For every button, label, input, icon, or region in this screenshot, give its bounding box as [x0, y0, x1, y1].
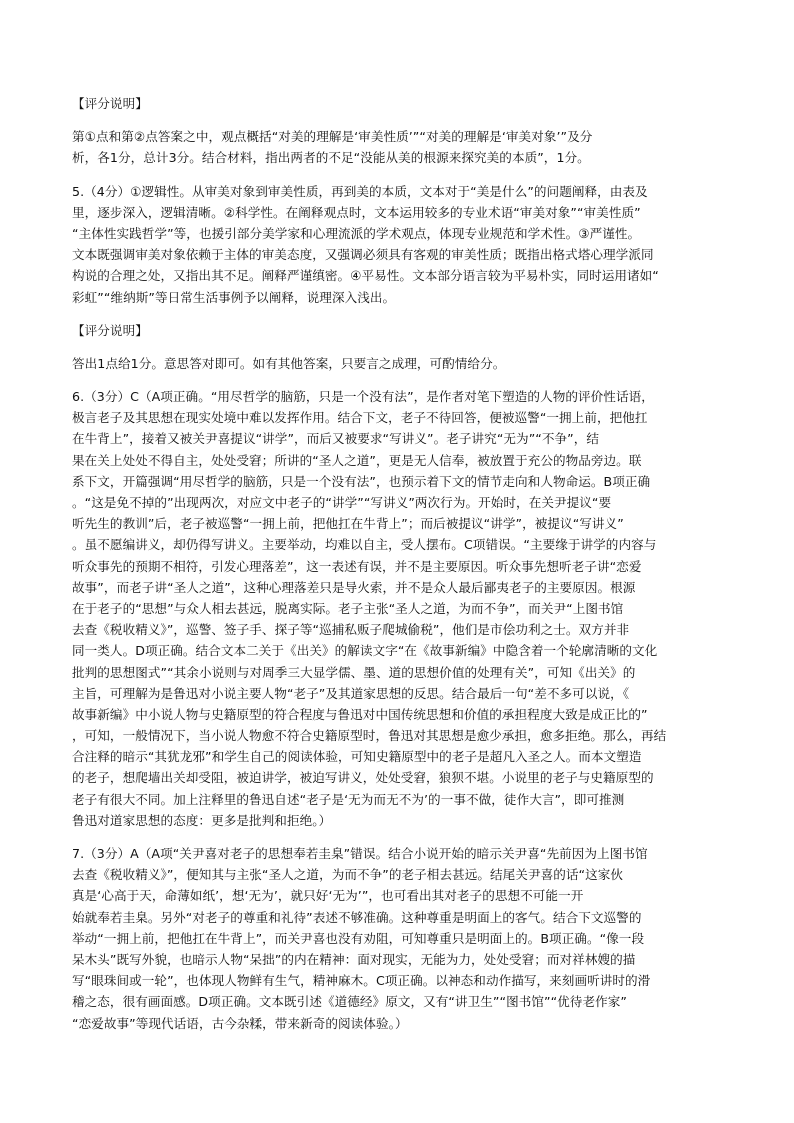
- q5-answer-paragraph: [72, 181, 722, 308]
- text-line: 。“这是免不掉的”出现两次，对应文中老子的“讲学”“写讲义”两次行为。开始时，在关尹提议“要: [72, 495, 612, 510]
- text-line: 举动“一拥上前，把他扛在牛背上”，而关尹喜也没有劝阻，可知尊重只是明面上的。B项正确。“像一段: [72, 930, 645, 946]
- text-line: 彩虹”“维纳斯”等日常生活事例予以阐释，说理深入浅出。: [72, 289, 396, 305]
- text-line: 析，各1分，总计3分。结合材料，指出两者的不足“没能从美的根源来探究美的本质”，1分。: [72, 150, 590, 166]
- text-line: 5.（4分）①逻辑性。从审美对象到审美性质，再到美的本质，文本对于“美是什么”的问题阐释，由表及: [72, 183, 648, 199]
- text-line: 在于老子的“思想”与众人相去甚远，脱离实际。老子主张“圣人之道，为而不争”，而关尹“上图书馆: [72, 600, 624, 616]
- text-line: 故事新编》中小说人物与史籍原型的符合程度与鲁迅对中国传统思想和价值的承担程度大致是成正比的”: [72, 706, 648, 722]
- text-line: 鲁迅对道家思想的态度：更多是批判和拒绝。）: [72, 812, 332, 828]
- rubric-heading: [72, 320, 722, 341]
- q4-rubric-paragraph: [72, 126, 722, 168]
- text-line: 同一类人。D项正确。结合文本二关于《出关》的解读文字“在《故事新编》中隐含着一个轮廓清晰的文化: [72, 643, 658, 659]
- text-line: 听先生的教训”后，老子被巡警“一拥上前，把他扛在牛背上”；而后被提议“讲学”，被提议“写讲义”: [72, 516, 624, 532]
- q5-rubric-paragraph: [72, 353, 722, 374]
- q7-answer-paragraph: [72, 843, 722, 1034]
- text-line: 里，逐步深入，逻辑清晰。②科学性。在阐释观点时，文本运用较多的专业术语“审美对象”“审美性质”: [72, 204, 641, 220]
- text-line: 稽之态，很有画面感。D项正确。文本既引述《道德经》原文，又有“讲卫生”“图书馆”“优待老作家”: [72, 994, 627, 1010]
- text-line: 【评分说明】: [72, 322, 148, 338]
- text-line: 批判的思想图式”“其余小说则与对周季三大显学儒、墨、道的思想价值的处理有关”，可知《出关》的: [72, 664, 636, 680]
- text-line: 合注释的暗示“其犹龙邪”和学生自己的阅读体验，可知史籍原型中的老子是超凡入圣之人。而本文塑造: [72, 749, 642, 765]
- text-line: ，可知，一般情况下，当小说人物愈不符合史籍原型时，鲁迅对其思想是愈少承担，愈多拒绝。那么，再结: [72, 728, 667, 744]
- q6-answer-paragraph: [72, 386, 722, 831]
- text-line: 在牛背上”，接着又被关尹喜提议“讲学”，而后又被要求“写讲义”。老子讲究“无为”“不争”，结: [72, 431, 599, 447]
- answer-key-page: [72, 92, 722, 1046]
- text-line: 听众事先的预期不相符，引发心理落差”，这一表述有误，并不是主要原因。听众事先想听老子讲“恋爱: [72, 558, 642, 574]
- text-line: 的老子，想爬墙出关却受阻，被迫讲学，被迫写讲义，处处受窘，狼狈不堪。小说里的老子与史籍原型的: [72, 770, 654, 786]
- text-line: 故事”，而老子讲“圣人之道”，这种心理落差只是导火索，并不是众人最后鄙夷老子的主要原因。根源: [72, 579, 636, 595]
- text-line: 极言老子及其思想在现实处境中难以发挥作用。结合下文，老子不待回答，便被巡警“一拥上前，把他扛: [72, 410, 648, 426]
- text-line: 主旨，可理解为是鲁迅对小说主要人物“老子”及其道家思想的反思。结合最后一句“差不多可以说，《: [72, 685, 630, 701]
- rubric-heading: [72, 93, 722, 114]
- text-line: 果在关上处处不得自主，处处受窘；所讲的“圣人之道”，更是无人信奉，被放置于充公的物品旁边。联: [72, 452, 642, 468]
- text-line: 构说的合理之处，又指出其不足。阐释严谨缜密。④平易性。文本部分语言较为平易朴实，同时运用诸如“: [72, 268, 659, 284]
- text-line: 去查《税收精义》”，巡警、签子手、探子等“巡捕私贩子爬城偷税”，他们是市侩功利之士。双方并非: [72, 622, 630, 638]
- text-line: 7.（3分）A（A项“关尹喜对老子的思想奉若圭臬”错误。结合小说开始的暗示关尹喜“先前因为上图书馆: [72, 846, 648, 861]
- text-line: 第①点和第②点答案之中，观点概括“对美的理解是‘审美性质’”“对美的理解是‘审美对象’”及分: [72, 129, 593, 145]
- text-line: 呆木头”既写外貌，也暗示人物“呆拙”的内在精神：面对现实，无能为力，处处受窘；而对祥林嫂的描: [72, 951, 636, 967]
- text-line: 系下文，开篇强调“用尽哲学的脑筋，只是一个没有法”，也预示着下文的情节走向和人物命运。B项正确: [72, 473, 651, 489]
- text-line: 【评分说明】: [72, 96, 148, 111]
- text-line: 去查《税收精义》”，便知其与主张“圣人之道，为而不争”的老子相去甚远。结尾关尹喜的话“这家伙: [72, 867, 624, 883]
- text-line: “主体性实践哲学”等，也援引部分美学家和心理流派的学术观点，体现专业规范和学术性。③严谨性。: [72, 225, 641, 241]
- text-line: 老子有很大不同。加上注释里的鲁迅自述“老子是‘无为而无不为’的一事不做，徒作大言”，即可推测: [72, 791, 625, 807]
- text-line: “恋爱故事”等现代话语，古今杂糅，带来新奇的阅读体验。）: [72, 1015, 408, 1031]
- text-line: 文本既强调审美对象依赖于主体的审美态度，又强调必须具有客观的审美性质；既指出格式塔心理学派同: [72, 247, 654, 263]
- text-line: 6.（3分）C（A项正确。“用尽哲学的脑筋，只是一个没有法”，是作者对笔下塑造的人物的评价性话语，: [72, 389, 654, 405]
- text-line: 答出1点给1分。意思答对即可。如有其他答案，只要言之成理，可酌情给分。: [72, 355, 506, 371]
- text-line: 真是‘心高于天，命薄如纸’，想‘无为’，就只好‘无为’”，也可看出其对老子的思想不可能一开: [72, 888, 584, 904]
- text-line: 。虽不愿编讲义，却仍得写讲义。主要举动，均难以自主，受人摆布。C项错误。“主要缘于讲学的内容与: [72, 537, 657, 553]
- text-line: 始就奉若圭臬。另外“对老子的尊重和礼待”表述不够准确。这种尊重是明面上的客气。结合下文巡警的: [72, 909, 642, 925]
- text-line: 写“眼珠间或一轮”，也体现人物鲜有生气，精神麻木。C项正确。以神态和动作描写，来刻画听讲时的滑: [72, 973, 651, 989]
